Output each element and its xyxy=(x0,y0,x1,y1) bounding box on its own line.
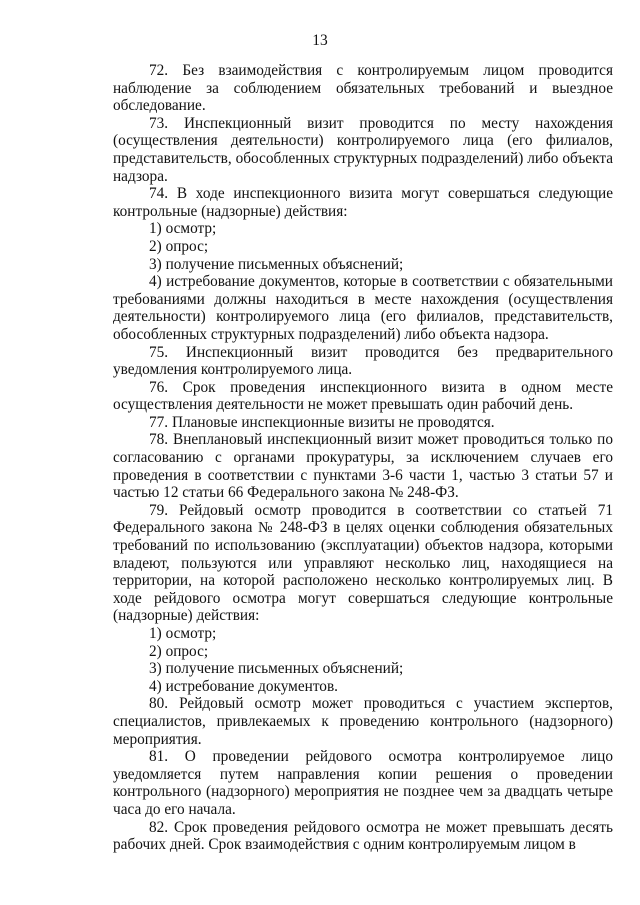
paragraph-74: 74. В ходе инспекционного визита могут совершаться следующие контрольные (надзорные) действия: xyxy=(113,185,613,220)
paragraph-78: 78. Внеплановый инспекционный визит может проводиться только по согласованию с органами прокуратуры, за исключением случаев его проведения в соответствии с пунктами 3-6 части 1, частью 3 статьи 57 и частью 12 статьи 66 Федерального закона № 248-ФЗ. xyxy=(113,431,613,502)
paragraph-75: 75. Инспекционный визит проводится без предварительного уведомления контролируемого лица. xyxy=(113,343,613,379)
list-item: 4) истребование документов. xyxy=(149,677,339,695)
list-item: 3) получение письменных объяснений; xyxy=(149,255,404,273)
document-body xyxy=(113,62,613,854)
paragraph-72: 72. Без взаимодействия с контролируемым лицом проводится наблюдение за соблюдением обязательных требований и выездное обследование. xyxy=(113,62,613,115)
list-item-long: 4) истребование документов, которые в соответствии с обязательными требованиями должны находиться в месте нахождения (осуществления деятельности) контролируемого лица (его филиалов, представительств, обособленных структурных подразделений) либо объекта надзора. xyxy=(113,273,613,343)
page-number: 13 xyxy=(312,32,328,49)
paragraph-80: 80. Рейдовый осмотр может проводиться с участием экспертов, специалистов, привлекаемых к проведению контрольного (надзорного) мероприятия. xyxy=(113,695,613,748)
paragraph-81: 81. О проведении рейдового осмотра контролируемое лицо уведомляется путем направления копии решения о проведении контрольного (надзорного) мероприятия не позднее чем за двадцать четыре часа до его начала. xyxy=(113,748,613,818)
list-item: 1) осмотр; xyxy=(149,625,217,642)
list-item: 2) опрос; xyxy=(149,237,209,255)
paragraph-79: 79. Рейдовый осмотр проводится в соответствии со статьей 71 Федерального закона № 248-ФЗ в целях оценки соблюдения обязательных требований по использованию (эксплуатации) объектов надзора, которыми владеют, пользуются или управляют несколько лиц, находящиеся на территории, на которой расположено несколько контролируемых лиц. В ходе рейдового осмотра могут совершаться следующие контрольные (надзорные) действия: xyxy=(113,501,613,625)
list-item: 3) получение письменных объяснений; xyxy=(149,660,404,678)
paragraph-77: 77. Плановые инспекционные визиты не проводятся. xyxy=(149,413,495,431)
list-item: 2) опрос; xyxy=(149,642,209,660)
paragraph-76: 76. Срок проведения инспекционного визита в одном месте осуществления деятельности не может превышать один рабочий день. xyxy=(113,378,613,414)
list-item: 1) осмотр; xyxy=(149,220,217,238)
paragraph-82: 82. Срок проведения рейдового осмотра не может превышать десять рабочих дней. Срок взаимодействия с одним контролируемым лицом в xyxy=(113,818,613,854)
paragraph-73: 73. Инспекционный визит проводится по месту нахождения (осуществления деятельности) контролируемого лица (его филиалов, представительств, обособленных структурных подразделений) либо объекта надзора. xyxy=(113,114,613,185)
